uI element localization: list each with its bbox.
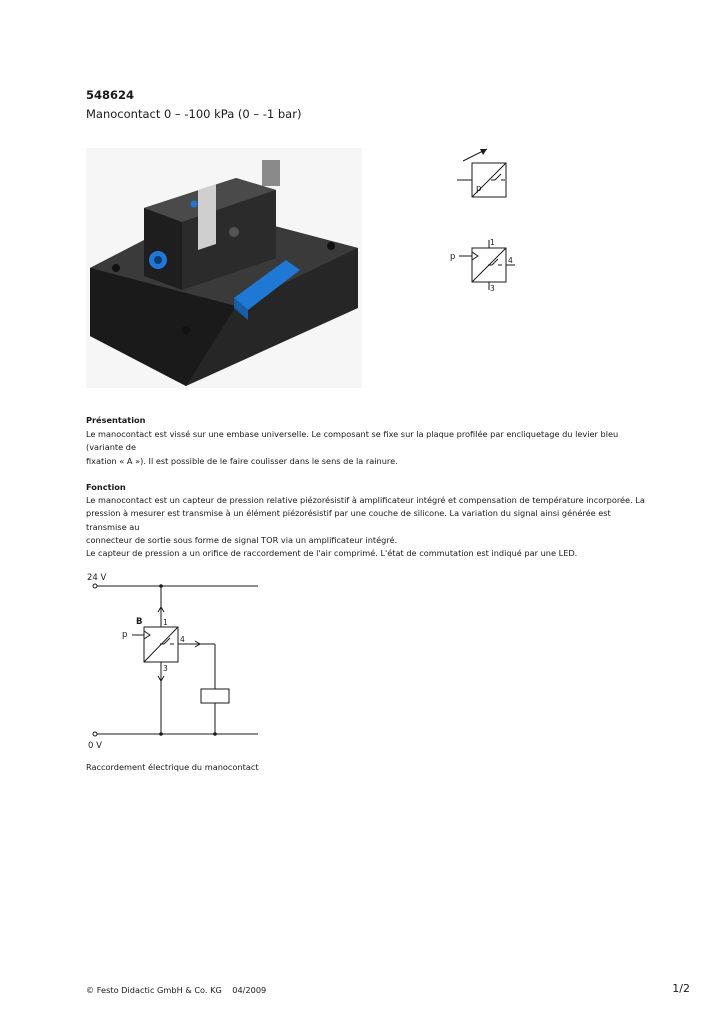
presentation-text bbox=[86, 428, 646, 468]
pin-4-label: 4 bbox=[508, 256, 513, 265]
supply-label: 24 V bbox=[87, 573, 107, 583]
part-number: 548624 bbox=[86, 88, 135, 102]
screw bbox=[229, 227, 239, 237]
function-line: connecteur de sortie sous forme de signal TOR via un amplificateur intégré. bbox=[86, 534, 398, 545]
circuit-p-label: p bbox=[122, 630, 128, 640]
presentation-heading: Présentation bbox=[86, 415, 146, 425]
presentation-line: Le manocontact est vissé sur une embase universelle. Le composant se fixe sur la plaque profilée par encliquetage du levier bleu (variante de bbox=[86, 429, 619, 453]
function-text bbox=[86, 494, 646, 560]
function-heading: Fonction bbox=[86, 482, 126, 492]
footer-copyright: © Festo Didactic GmbH & Co. KG 04/2009 bbox=[86, 985, 267, 995]
product-photo bbox=[86, 148, 362, 388]
product-title: Manocontact 0 – -100 kPa (0 – -1 bar) bbox=[86, 107, 302, 121]
symbol-p-label: p bbox=[476, 184, 482, 194]
led-indicator bbox=[191, 201, 198, 208]
ground-label: 0 V bbox=[88, 741, 102, 751]
component-label: B bbox=[136, 617, 143, 627]
circuit-diagram bbox=[82, 568, 272, 753]
load-box bbox=[201, 689, 229, 703]
function-line: Le manocontact est un capteur de pression relative piézorésistif à amplificateur intégré et compensation de température incorporée. La bbox=[86, 495, 645, 505]
pressure-switch-symbol bbox=[455, 145, 525, 205]
circuit-pin-1: 1 bbox=[163, 618, 168, 627]
pin-3-label: 3 bbox=[490, 284, 495, 293]
mount-hole bbox=[112, 264, 120, 272]
electrical-connector bbox=[262, 160, 280, 186]
circuit-pin-3: 3 bbox=[163, 664, 168, 673]
circuit-caption: Raccordement électrique du manocontact bbox=[86, 762, 259, 772]
ground-terminal bbox=[93, 732, 97, 736]
pin-1-label: 1 bbox=[490, 238, 495, 247]
sensor-ring bbox=[198, 184, 216, 250]
page-number: 1/2 bbox=[672, 982, 690, 995]
presentation-line: fixation « A »). Il est possible de le faire coulisser dans le sens de la rainure. bbox=[86, 455, 398, 466]
mount-hole bbox=[182, 326, 190, 334]
function-line: Le capteur de pression a un orifice de raccordement de l'air comprimé. L'état de commutation est indiqué par une LED. bbox=[86, 548, 578, 559]
function-line: pression à mesurer est transmise à un élément piézorésistif par une couche de silicone. La variation du signal ainsi générée est transmise au bbox=[86, 508, 611, 532]
mount-hole bbox=[327, 242, 335, 250]
symbol-p-label: p bbox=[450, 252, 456, 262]
supply-terminal bbox=[93, 584, 97, 588]
switch-contact-symbol bbox=[447, 236, 527, 296]
circuit-pin-4: 4 bbox=[180, 635, 185, 644]
